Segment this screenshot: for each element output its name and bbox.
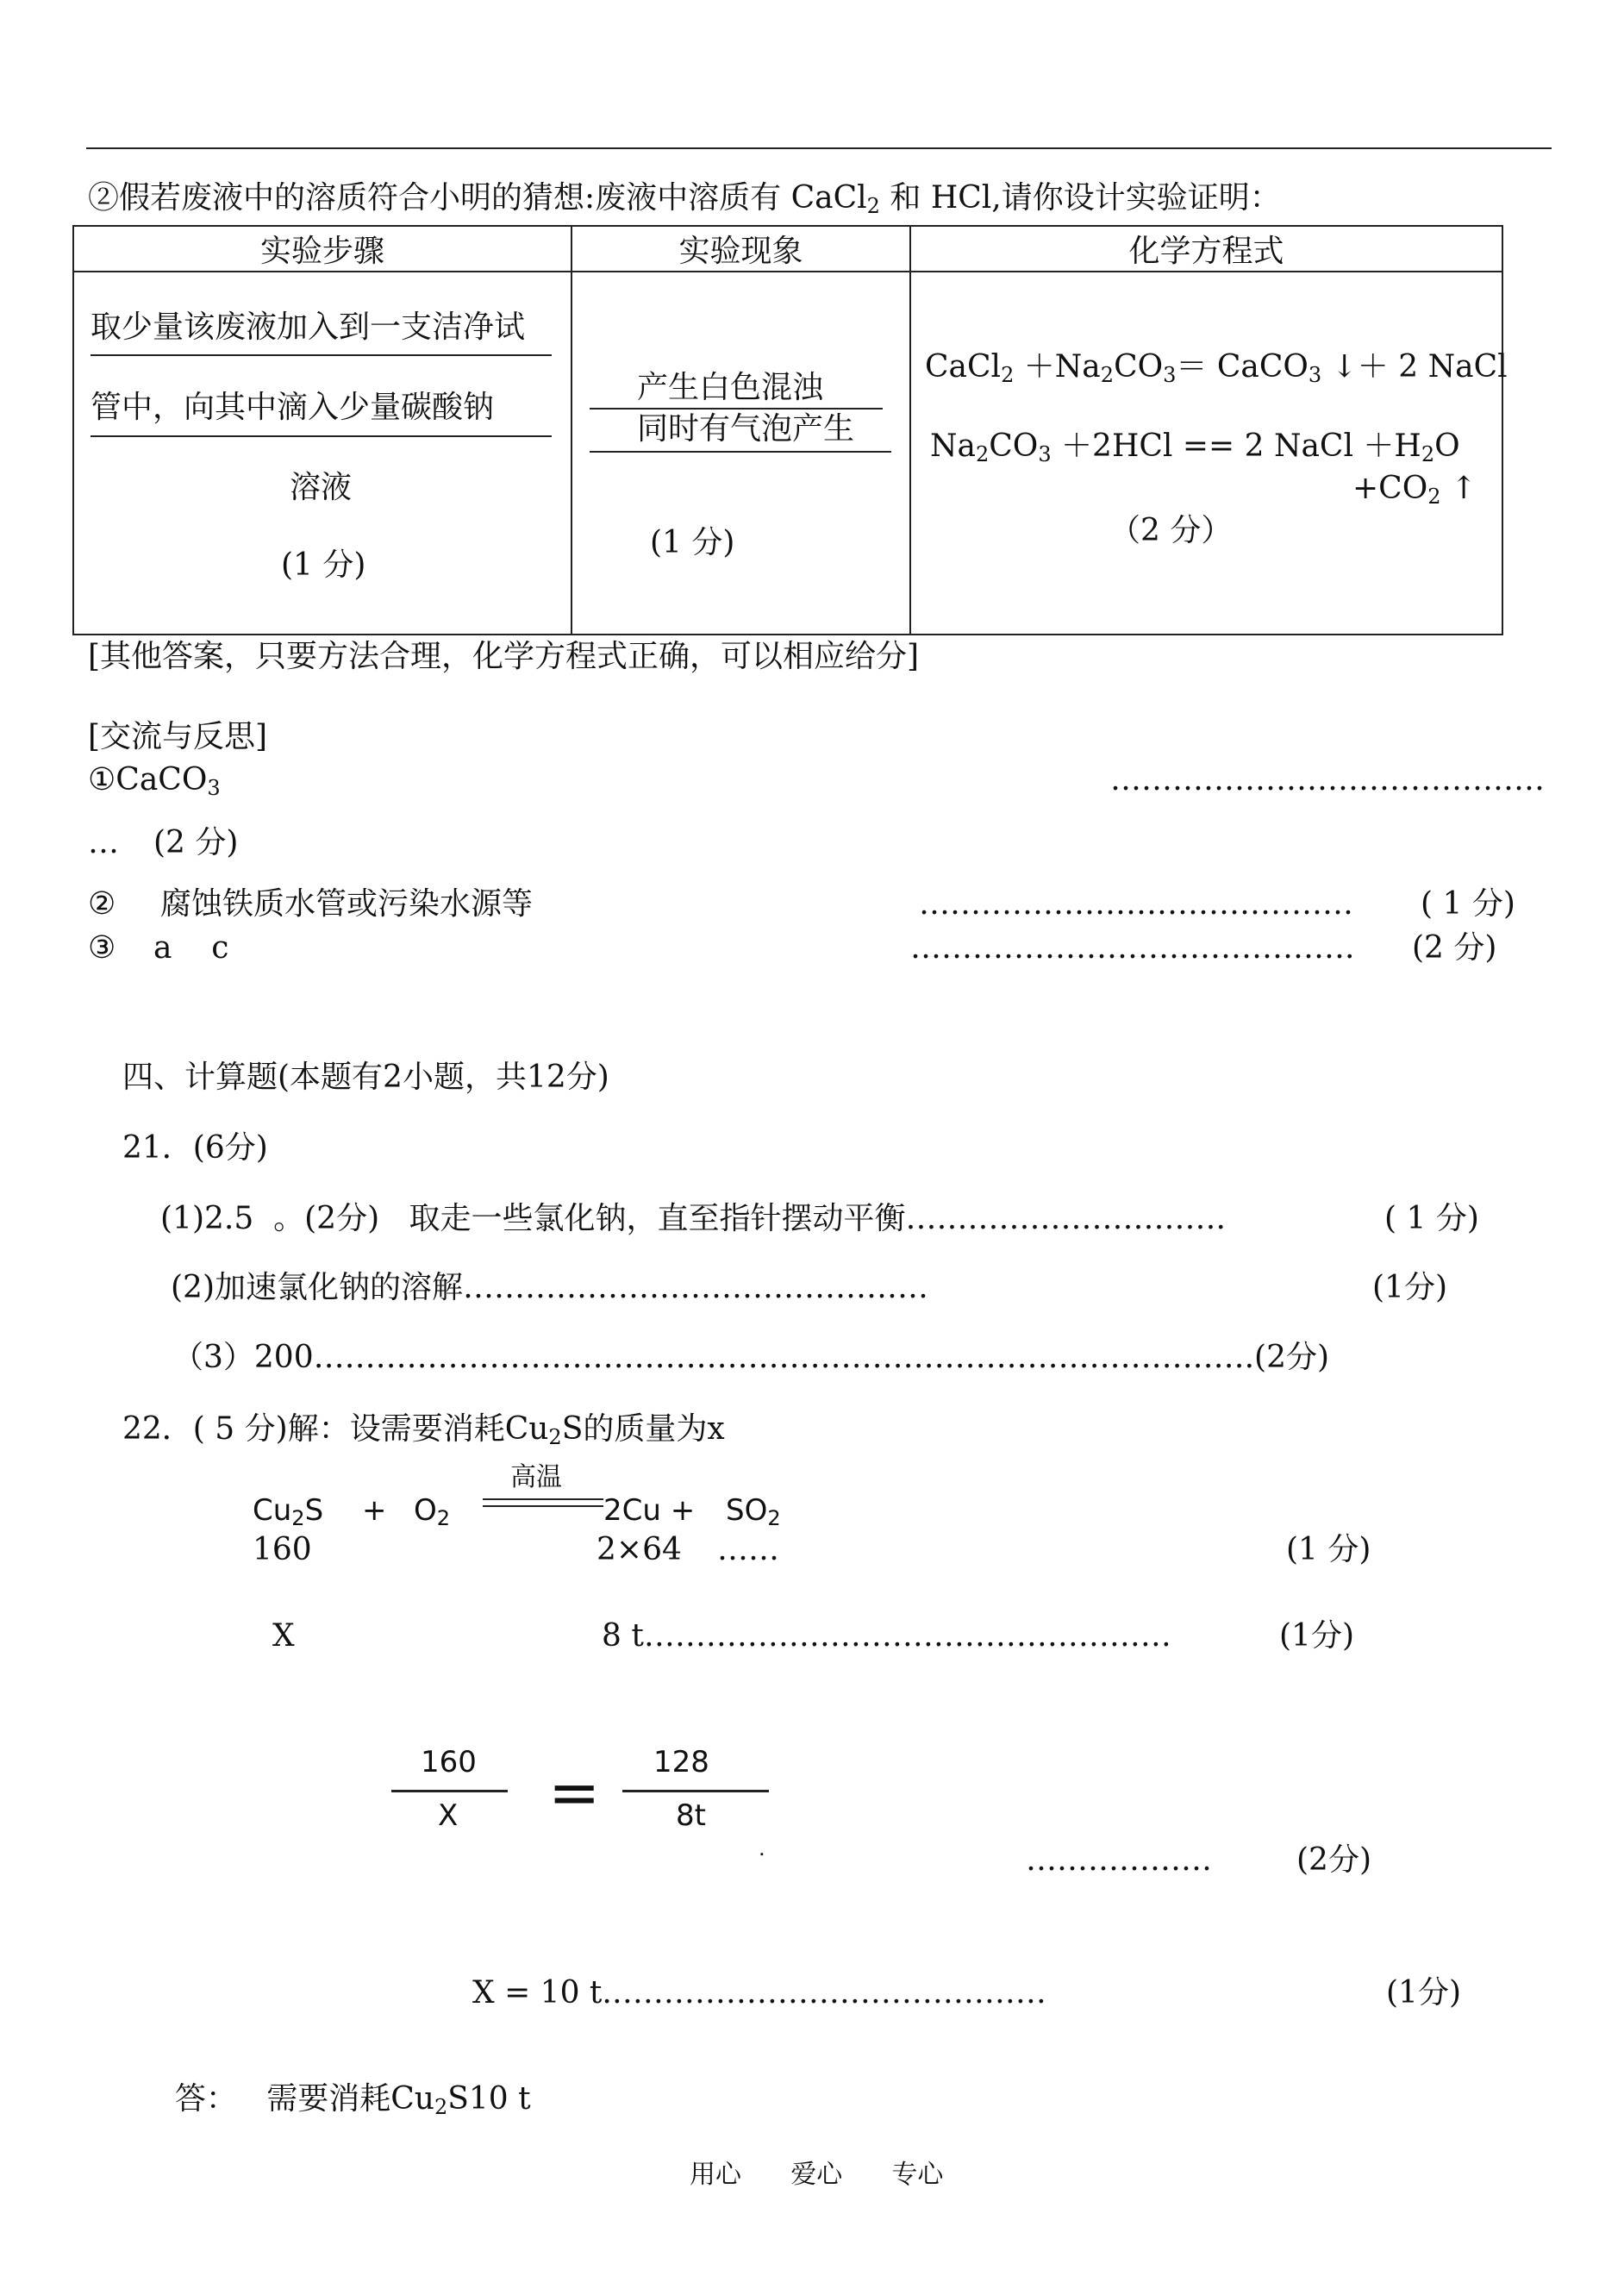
q22-frac-bar-2	[622, 1790, 769, 1792]
q22-row1-dots: ……	[717, 1532, 779, 1567]
q22-reactant-cu2s: $Cu_2S$	[253, 1493, 324, 1530]
header-steps: 实验步骤	[73, 226, 572, 272]
q22-unknown-x: X	[272, 1618, 295, 1654]
q22-row1-score: (1 分)	[1286, 1532, 1371, 1567]
q22-row2-value: 8 t……………………………………………	[602, 1618, 1171, 1654]
q22-answer: 答： 需要消耗$Cu_2S10$ t	[174, 2081, 531, 2120]
equation-1: CaCl$_2$ $+Na_2CO_3=$ CaCO$_3$ ↓＋ 2 NaCl	[925, 349, 1508, 387]
scoring-note: [其他答案，只要方法合理，化学方程式正确，可以相应给分]	[88, 639, 920, 674]
q22-frac-score: (2分)	[1296, 1842, 1371, 1878]
q21-part-2: (2)加速氯化钠的溶解………………………………………	[171, 1270, 928, 1305]
phenomena-line-2: 同时有气泡产生	[637, 411, 855, 447]
q22-frac-den-2: 8t	[676, 1798, 706, 1833]
steps-underline-2	[91, 435, 552, 437]
q22-frac-equals: =	[548, 1756, 601, 1829]
experiment-table	[72, 225, 1508, 635]
q22-product-cu: 2Cu +	[603, 1493, 696, 1528]
steps-underline-1	[91, 354, 552, 356]
header-phenomena: 实验现象	[572, 226, 910, 272]
q22-reactant-o2: $O_2$	[414, 1493, 451, 1530]
q22-plus: +	[362, 1493, 387, 1528]
intro-line: ②假若废液中的溶质符合小明的猜想:废液中溶质有 CaCl$_2$ 和 HCl,请你设计实验证明：	[88, 180, 1281, 218]
header-equations: 化学方程式	[910, 226, 1502, 272]
equation-2-continued: $+CO_2$ ↑	[1352, 471, 1477, 509]
phenomena-underline-2	[590, 451, 891, 453]
q22-frac-dot: .	[759, 1836, 765, 1860]
phenomena-underline-1	[590, 408, 883, 410]
steps-line-1: 取少量该废液加入到一支洁净试	[91, 310, 526, 345]
q22-frac-den-1: X	[438, 1798, 459, 1833]
q22-result: X = 10 t.……………………………………	[472, 1975, 1046, 2010]
q22-frac-num-2: 128	[653, 1745, 709, 1779]
steps-cell	[74, 272, 571, 634]
section-heading: 四、计算题(本题有2小题，共12分)	[122, 1060, 609, 1095]
equations-score: （2 分）	[1109, 513, 1233, 548]
phenomena-line-1: 产生白色混浊	[637, 370, 824, 405]
reflection-item-1: ①CaCO$_3$	[88, 762, 221, 800]
reflection-item-1-dots: ……………………………………	[1110, 762, 1545, 797]
q22-eq-bar-top	[483, 1498, 603, 1500]
q22-product-so2: $SO_2$	[726, 1493, 781, 1530]
page-footer: 用心 爱心 专心	[690, 2160, 944, 2190]
reflection-item-2-score: ( 1 分)	[1421, 886, 1515, 922]
reflection-item-2-dots: ……………………………………	[919, 886, 1353, 922]
q22-frac-dots: ………………	[1026, 1842, 1212, 1878]
steps-line-2: 管中，向其中滴入少量碳酸钠	[91, 390, 495, 425]
q22-frac-num-1: 160	[421, 1745, 477, 1779]
circled-number: ②	[88, 180, 120, 216]
reflection-item-2-text: 腐蚀铁质水管或污染水源等	[160, 886, 534, 922]
steps-line-3: 溶液	[290, 470, 353, 505]
reflection-item-1-score: (2 分)	[153, 825, 239, 860]
q22-eq-bar-bottom	[483, 1505, 603, 1507]
reflection-item-1-dots-cont: …	[88, 825, 119, 860]
phenomena-cell	[572, 272, 909, 634]
equations-cell	[911, 272, 1508, 634]
reflection-heading: [交流与反思]	[88, 719, 268, 754]
q21-part-2-score: (1分)	[1372, 1270, 1447, 1305]
header-rule	[86, 147, 1552, 149]
reflection-item-3-text: a c	[153, 930, 229, 966]
q22-result-score: (1分)	[1386, 1975, 1461, 2010]
reflection-item-3-label: ③	[88, 930, 116, 966]
q22-frac-bar-1	[391, 1790, 508, 1792]
q22-title: 22．( 5 分)解：设需要消耗$Cu_2S$的质量为x	[122, 1411, 725, 1449]
reflection-item-3-dots: …………………………………….	[910, 930, 1355, 966]
q21-part-3: （3）200……………………………………………………………………………….(2分)	[172, 1340, 1330, 1375]
q21-part-1-score: ( 1 分)	[1384, 1201, 1479, 1236]
reflection-item-3-score: (2 分)	[1412, 930, 1497, 966]
q22-mass-cu: 2×64	[597, 1532, 682, 1567]
q22-condition: 高温	[510, 1462, 562, 1492]
reflection-item-2-label: ②	[88, 886, 116, 922]
phenomena-score: (1 分)	[650, 525, 735, 560]
q21-part-1: (1)2.5 。(2分) 取走一些氯化钠，直至指针摆动平衡………………………….	[160, 1201, 1226, 1236]
equation-2: $Na_2CO_3 +2HCl == 2$ NaCl $+H_2O$	[930, 428, 1460, 466]
steps-score: (1 分)	[281, 547, 366, 583]
q21-title: 21．(6分)	[122, 1130, 268, 1166]
q22-mass-cu2s: 160	[253, 1532, 312, 1567]
q22-row2-score: (1分)	[1279, 1618, 1354, 1654]
